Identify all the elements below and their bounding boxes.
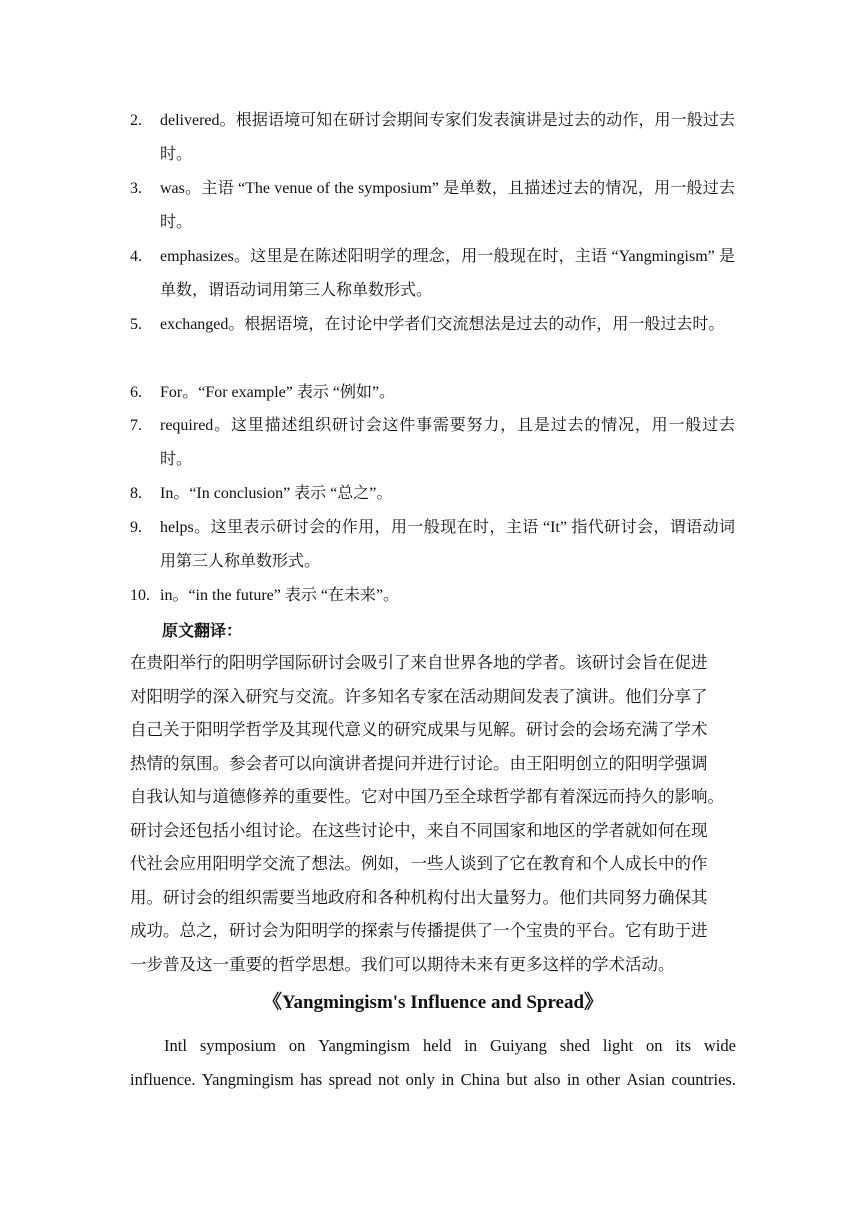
passage-word: influence. <box>130 1070 196 1089</box>
passage-word: but <box>506 1070 528 1089</box>
answer-text: required。这里描述组织研讨会这件事需要努力，且是过去的情况，用一般过去时。 <box>160 417 735 468</box>
translation-paragraph <box>130 646 736 981</box>
translation-line: 研讨会还包括小组讨论。在这些讨论中，来自不同国家和地区的学者就如何在现 <box>130 820 708 840</box>
answer-text: For。“For example” 表示 “例如”。 <box>160 384 396 401</box>
answer-item-6 <box>130 376 735 410</box>
translation-line: 自己关于阳明学哲学及其现代意义的研究成果与见解。研讨会的会场充满了学术 <box>130 720 708 739</box>
passage-word: not <box>378 1070 400 1089</box>
passage-word: China <box>460 1070 500 1089</box>
answer-text: In。“In conclusion” 表示 “总之”。 <box>160 485 393 502</box>
passage-word: light <box>602 1036 634 1055</box>
passage-word: Intl <box>164 1036 187 1055</box>
passage-word: Yangmingism <box>318 1036 411 1055</box>
passage-word: in <box>566 1070 580 1089</box>
translation-line: 代社会应用阳明学交流了想法。例如，一些人谈到了它在教育和个人成长中的作 <box>130 854 708 873</box>
passage-word: on <box>288 1036 306 1055</box>
translation-line: 一步普及这一重要的哲学思想。我们可以期待未来有更多这样的学术活动。 <box>130 954 675 974</box>
answer-text: emphasizes。这里是在陈述阳明学的理念，用一般现在时，主语 “Yangmingism” 是单数，谓语动词用第三人称单数形式。 <box>160 248 735 299</box>
passage-word: its <box>675 1036 691 1055</box>
passage-word: held <box>422 1036 452 1055</box>
passage-word: also <box>533 1070 561 1089</box>
passage-word: wide <box>703 1036 736 1055</box>
answer-text: was。主语 “The venue of the symposium” 是单数，且描述过去的情况，用一般过去时。 <box>160 180 735 231</box>
answer-text: in。“in the future” 表示 “在未来”。 <box>160 587 400 604</box>
answer-item-7 <box>130 409 735 477</box>
answer-item-5 <box>130 308 735 342</box>
answer-number: 3. <box>130 180 142 197</box>
translation-heading: 原文翻译： <box>162 623 243 640</box>
passage-word: has <box>300 1070 323 1089</box>
passage-word: countries. <box>671 1070 736 1089</box>
answer-number: 8. <box>130 485 142 502</box>
passage-word: on <box>646 1036 663 1055</box>
answer-number: 2. <box>130 112 142 129</box>
passage-word: in <box>464 1036 478 1055</box>
passage-word: only <box>405 1070 435 1089</box>
passage-word: Yangmingism <box>201 1070 294 1089</box>
passage-line <box>130 1029 736 1063</box>
answer-item-10 <box>130 579 735 613</box>
passage-word: in <box>441 1070 455 1089</box>
answer-number: 6. <box>130 384 142 401</box>
passage-title: 《Yangmingism's Influence and Spread》 <box>262 992 604 1013</box>
answer-text: delivered。根据语境可知在研讨会期间专家们发表演讲是过去的动作，用一般过去时。 <box>160 112 735 163</box>
passage-word: shed <box>559 1036 590 1055</box>
translation-line: 对阳明学的深入研究与交流。许多知名专家在活动期间发表了演讲。他们分享了 <box>130 686 708 706</box>
passage-word: other <box>586 1070 621 1089</box>
answer-number: 10. <box>130 587 150 604</box>
answer-number: 9. <box>130 519 142 536</box>
passage-line <box>130 1063 736 1097</box>
translation-line: 自我认知与道德修养的重要性。它对中国乃至全球哲学都有着深远而持久的影响。 <box>130 787 724 806</box>
answer-item-4 <box>130 240 735 308</box>
translation-line: 热情的氛围。参会者可以向演讲者提问并进行讨论。由王阳明创立的阳明学强调 <box>130 753 708 773</box>
answer-item-9 <box>130 511 735 579</box>
answer-item-3 <box>130 172 735 240</box>
passage-word: Guiyang <box>490 1036 547 1055</box>
passage-word: spread <box>328 1070 372 1089</box>
answer-number: 7. <box>130 417 142 434</box>
answer-number: 5. <box>130 316 142 333</box>
answer-text: helps。这里表示研讨会的作用，用一般现在时，主语 “It” 指代研讨会，谓语动词用第三人称单数形式。 <box>160 519 735 570</box>
answer-text: exchanged。根据语境，在讨论中学者们交流想法是过去的动作，用一般过去时。 <box>160 316 725 333</box>
answer-item-2 <box>130 104 735 172</box>
passage-paragraph <box>130 1029 736 1097</box>
translation-line: 用。研讨会的组织需要当地政府和各种机构付出大量努力。他们共同努力确保其 <box>130 887 708 907</box>
answer-number: 4. <box>130 248 142 265</box>
answer-item-8 <box>130 477 735 511</box>
passage-word: symposium <box>199 1036 276 1055</box>
translation-line: 在贵阳举行的阳明学国际研讨会吸引了来自世界各地的学者。该研讨会旨在促进 <box>130 653 708 672</box>
passage-word: Asian <box>626 1070 665 1089</box>
translation-line: 成功。总之，研讨会为阳明学的探索与传播提供了一个宝贵的平台。它有助于进 <box>130 921 708 940</box>
